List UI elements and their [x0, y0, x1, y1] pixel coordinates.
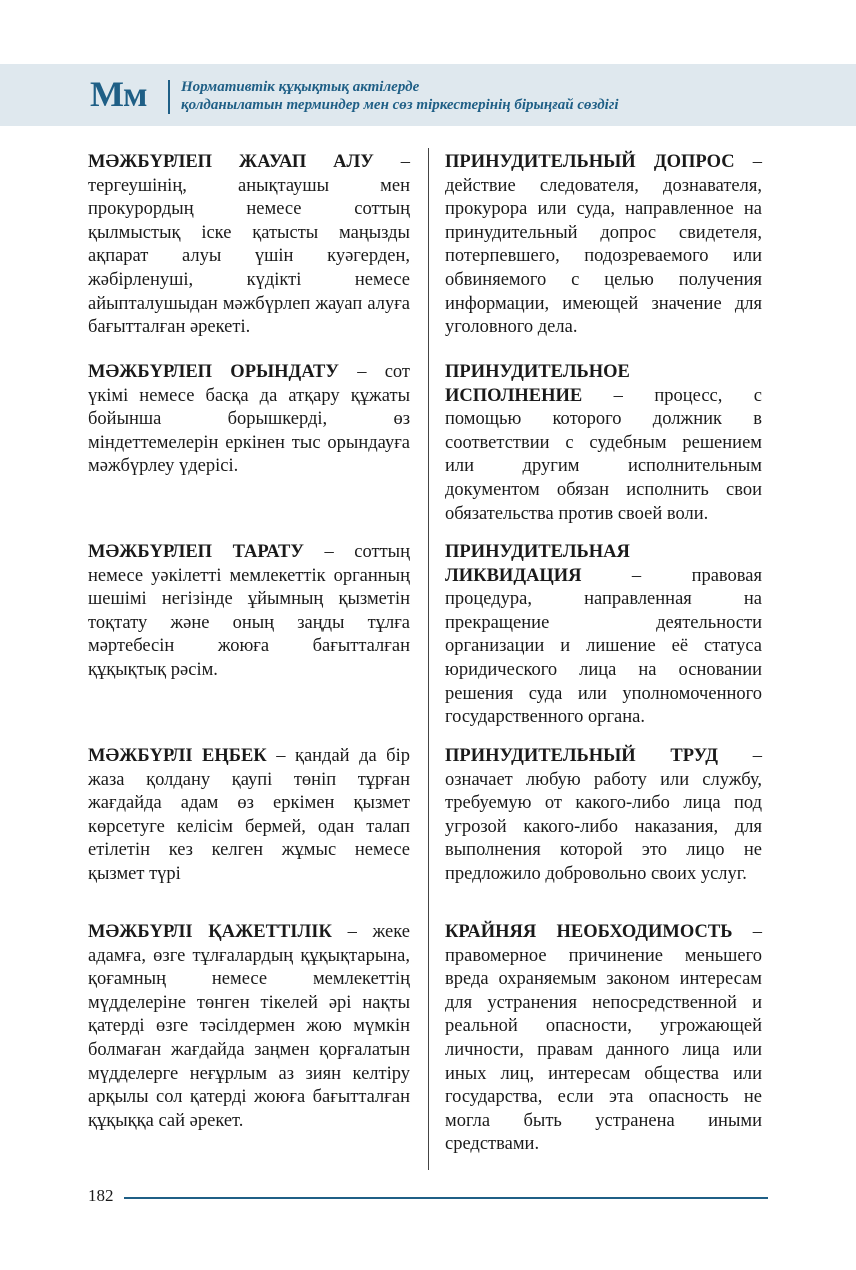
- kz-term: МӘЖБҮРЛІ ЕҢБЕК: [88, 746, 267, 766]
- section-letter: Мм: [90, 74, 147, 114]
- ru-definition: – процесс, с помощью которого должник в соответствии с судебным решением или другим исполнительным документом обязан исполнить свои обязательства против своей воли.: [445, 385, 762, 524]
- page-number: 182: [88, 1186, 114, 1205]
- ru-entry: [445, 361, 762, 526]
- kz-entry: [88, 745, 410, 887]
- ru-term: ПРИНУДИТЕЛЬНЫЙ ТРУД: [445, 746, 719, 766]
- kz-term: МӘЖБҮРЛЕП ТАРАТУ: [88, 542, 304, 562]
- ru-term: ПРИНУДИТЕЛЬНЫЙ ДОПРОС: [445, 152, 735, 172]
- kz-entry: [88, 151, 410, 340]
- header-title: [181, 78, 619, 114]
- ru-term: ПРИНУДИТЕЛЬНАЯ ЛИКВИДАЦИЯ: [445, 542, 630, 586]
- column-divider: [428, 148, 429, 1170]
- ru-definition: – действие следователя, дознавателя, прокурора или суда, направленное на принудительный допрос свидетеля, потерпевшего, подозреваемого или обвиняемого с целью получения информации, имеющей значение для уголовного дела.: [445, 152, 762, 338]
- kz-definition: – сот үкімі немесе басқа да атқару құжаты бойынша борышкерді, өз міндеттемелерін еркінен тыс орындауға мәжбүрлеу үдерісі.: [88, 362, 410, 477]
- ru-entry: [445, 151, 762, 340]
- footer-rule: [124, 1197, 768, 1199]
- kz-definition: – жеке адамға, өзге тұлғалардың құқықтарына, қоғамның немесе мемлекеттің мүдделеріне төнген тікелей әрі нақты қатерді өзге тәсілдермен жою мүмкін болмаған жағдайда заңмен қорғалатын мүдделерге неғұрлым аз зиян келтіру арқылы сол қатерді жоюға бағытталған құқыққа сай әрекет.: [88, 922, 410, 1131]
- ru-term: ПРИНУДИТЕЛЬНОЕ ИСПОЛНЕНИЕ: [445, 362, 630, 406]
- kz-term: МӘЖБҮРЛІ ҚАЖЕТТІЛІК: [88, 922, 332, 942]
- ru-entry: [445, 541, 762, 730]
- ru-entry: [445, 921, 762, 1157]
- kz-entry: [88, 361, 410, 479]
- kz-entry: [88, 921, 410, 1133]
- ru-definition: – правомерное причинение меньшего вреда охраняемым законом интересам для устранения непосредственной и реальной опасности, угрожающей личности, правам данного лица или иных лиц, интересам общества или государства, если эта опасность не могла быть устранена иными средствами.: [445, 922, 762, 1155]
- header-divider: [168, 80, 170, 114]
- kz-definition: – қандай да бір жаза қолдану қаупі төніп тұрған жағдайда адам өз еркімен қызмет көрсетуге келісім бермей, одан талап етілетін кез келген жұмыс немесе қызмет түрі: [88, 746, 410, 884]
- header-title-line2: қолданылатын терминдер мен сөз тіркестерінің бірыңғай сөздігі: [181, 97, 619, 113]
- ru-definition: – означает любую работу или службу, требуемую от какого-либо лица под угрозой какого-либо наказания, для выполнения которой это лицо не предложило добровольно своих услуг.: [445, 746, 762, 884]
- kz-definition: – соттың немесе уәкілетті мемлекеттік органның шешімі негізінде ұйымның қызметін тоқтату және оның заңды тұлға мәртебесін жоюға бағытталған құқықтық рәсім.: [88, 542, 410, 680]
- header-title-line1: Нормативтік құқықтық актілерде: [181, 79, 420, 95]
- ru-term: КРАЙНЯЯ НЕОБХОДИМОСТЬ: [445, 922, 733, 942]
- kz-definition: – тергеушінің, анықтаушы мен прокурордың немесе соттың қылмыстық іске қатысты маңызды ақпарат алуы үшін куәгерден, жәбірленуші, күдікті немесе айыпталушыдан мәжбүрлеп жауап алуға бағытталған әрекеті.: [88, 152, 410, 338]
- ru-definition: – правовая процедура, направленная на прекращение деятельности организации и лишение её статуса юридического лица на основании решения суда или уполномоченного государственного органа.: [445, 565, 762, 728]
- kz-entry: [88, 541, 410, 683]
- kz-term: МӘЖБҮРЛЕП ЖАУАП АЛУ: [88, 152, 374, 172]
- ru-entry: [445, 745, 762, 887]
- kz-term: МӘЖБҮРЛЕП ОРЫНДАТУ: [88, 362, 339, 382]
